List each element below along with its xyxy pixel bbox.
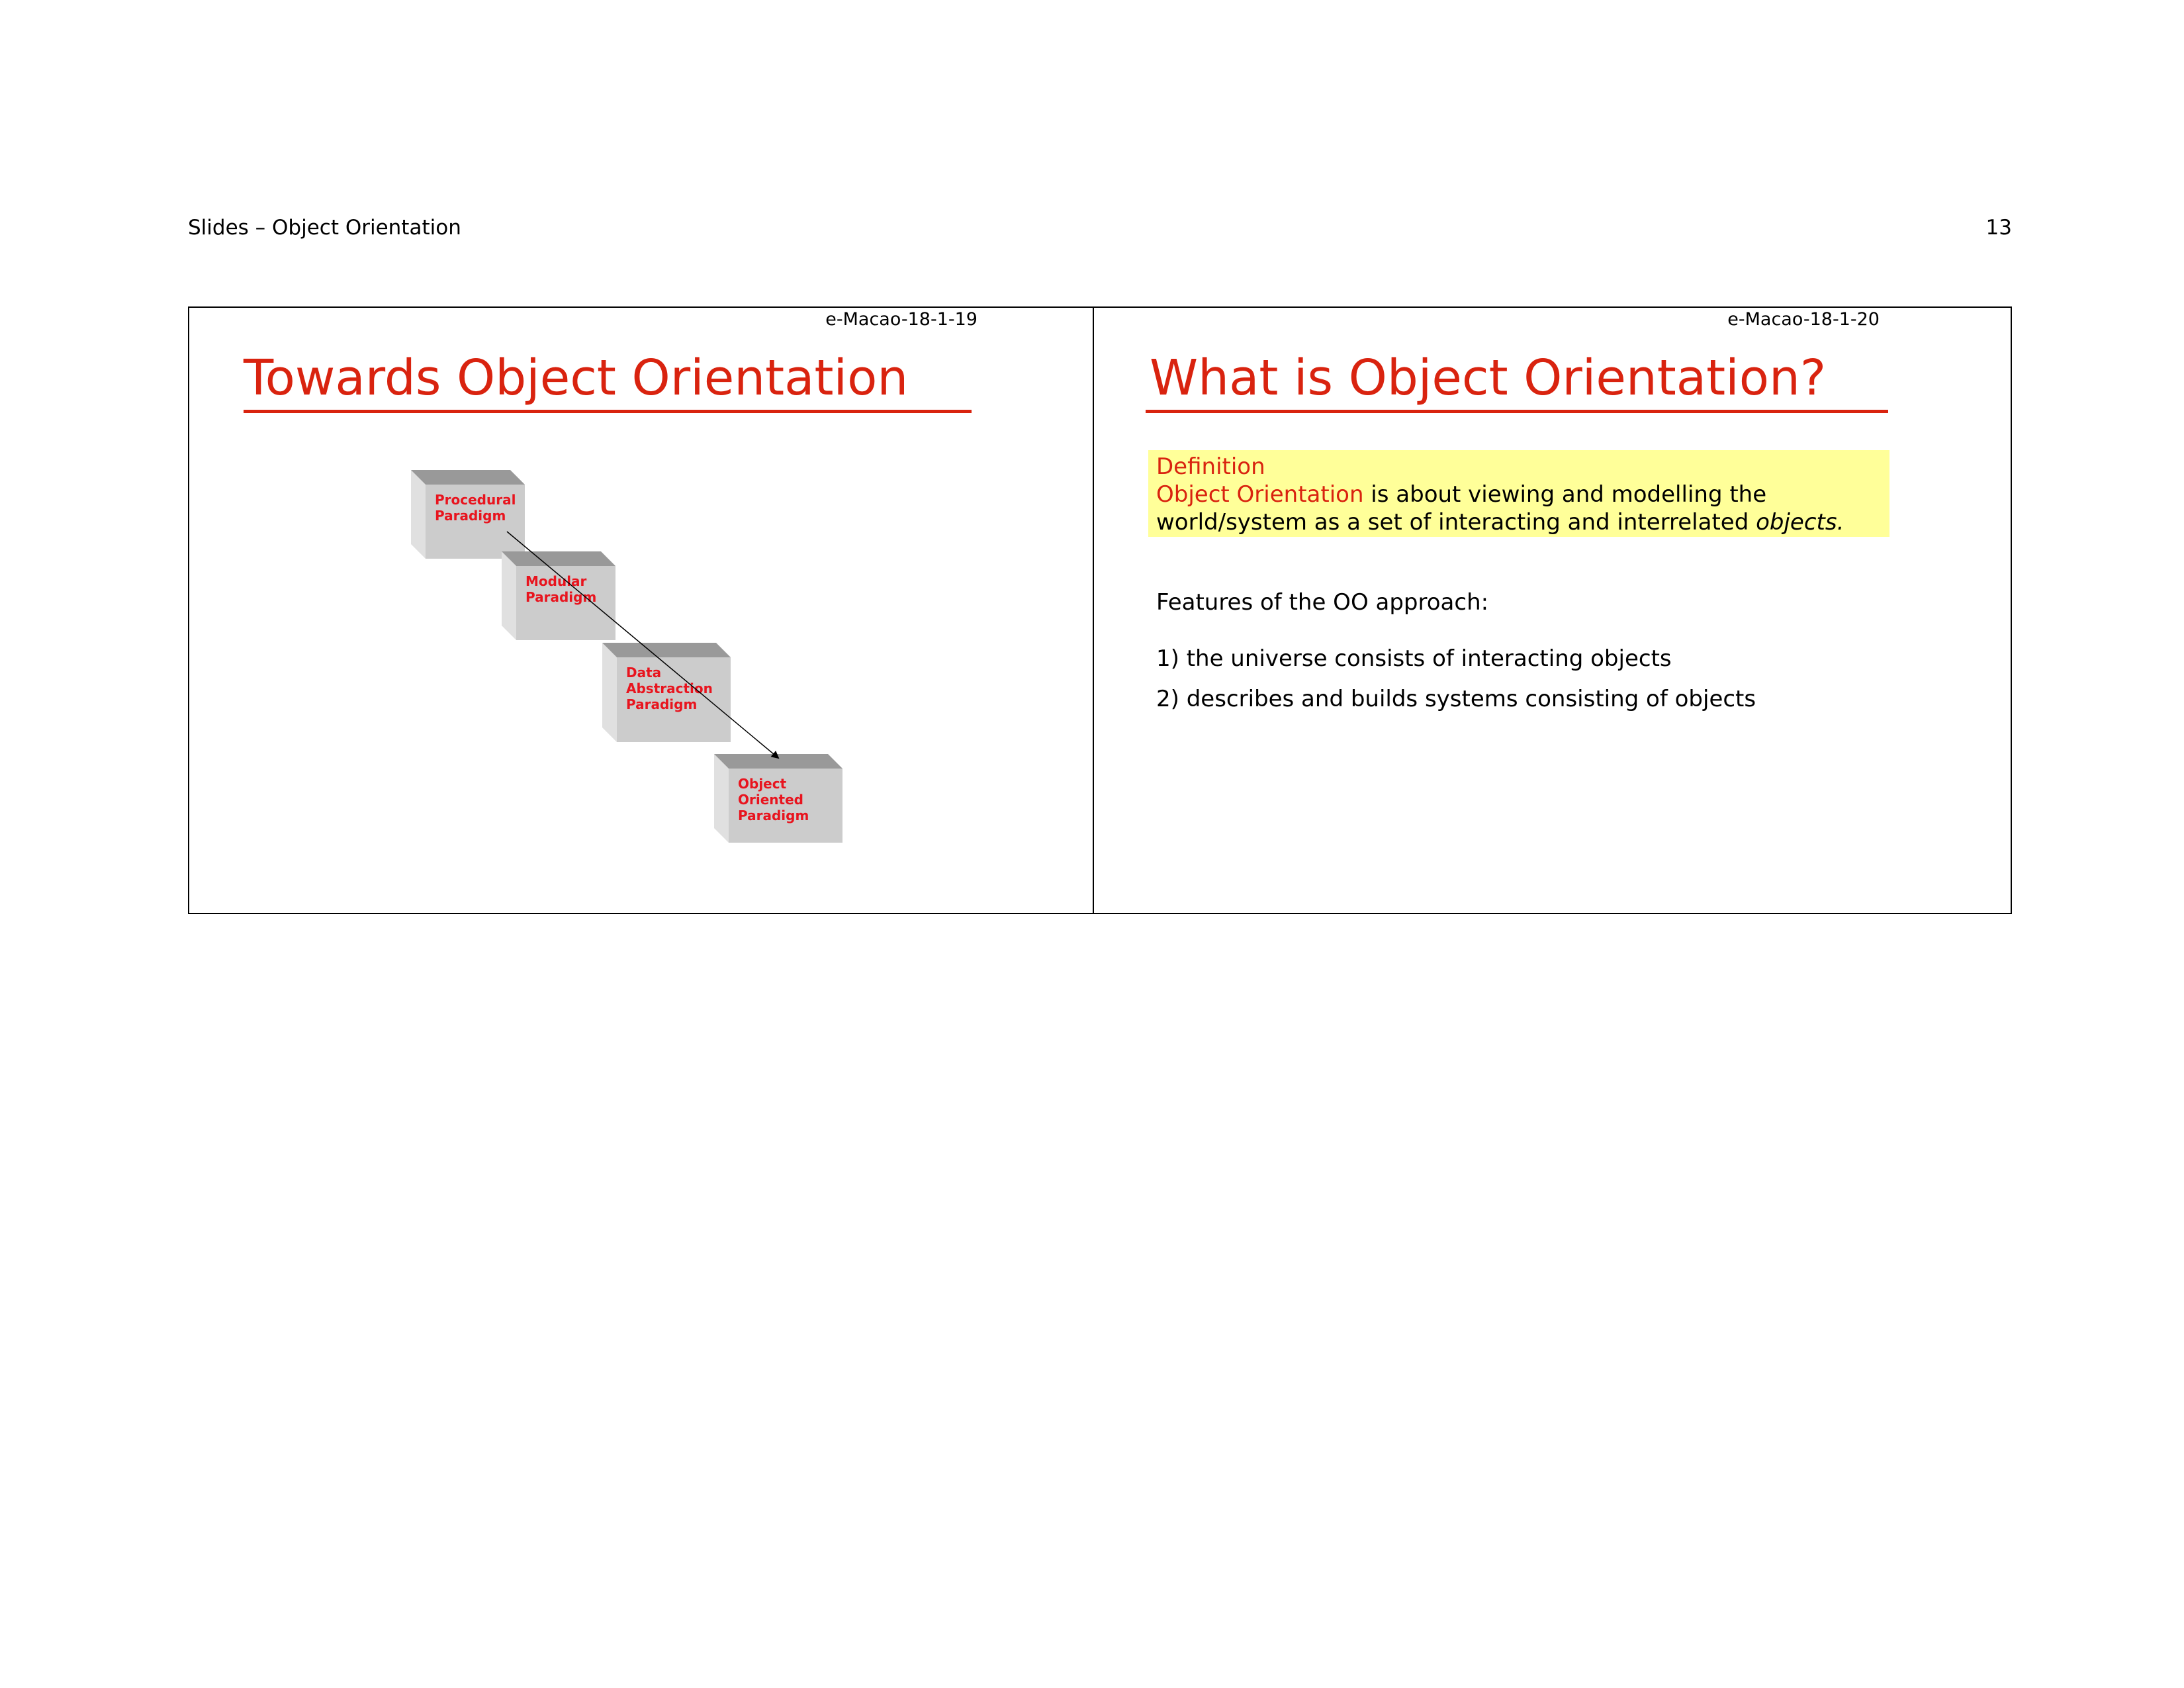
paradigm-label: Paradigm	[738, 808, 809, 823]
paradigm-box-side	[714, 754, 729, 843]
slide-title: What is Object Orientation?	[1150, 350, 1827, 406]
paradigm-box-top	[411, 470, 525, 485]
slide-left	[189, 308, 1093, 913]
paradigm-label: Paradigm	[435, 508, 506, 524]
slide-id: e-Macao-18-1-20	[1727, 309, 1880, 330]
definition-line-1	[1156, 481, 1882, 508]
paradigm-box	[714, 754, 842, 843]
feature-item: 1) the universe consists of interacting objects	[1156, 645, 1672, 672]
definition-box	[1148, 450, 1889, 537]
paradigm-box-top	[602, 643, 731, 657]
slide-id: e-Macao-18-1-19	[825, 309, 978, 330]
definition-text-2: world/system as a set of interacting and interrelated	[1156, 509, 1756, 536]
paradigm-box-top	[502, 551, 615, 566]
paradigm-diagram	[189, 308, 1093, 915]
paradigm-label: Procedural	[435, 492, 516, 508]
definition-italic: objects.	[1756, 509, 1844, 536]
page-header-title: Slides – Object Orientation	[188, 216, 461, 240]
paradigm-box-side	[602, 643, 617, 742]
paradigm-label: Paradigm	[626, 696, 698, 712]
title-underline	[1146, 410, 1888, 413]
paradigm-label: Paradigm	[525, 589, 597, 605]
definition-term: Object Orientation	[1156, 481, 1364, 508]
paradigm-box	[411, 470, 525, 559]
paradigm-label: Oriented	[738, 792, 803, 808]
slides-frame	[188, 306, 2012, 914]
paradigm-box	[602, 643, 731, 742]
definition-heading: Definition	[1156, 453, 1265, 480]
paradigm-box-top	[714, 754, 842, 769]
definition-text-1: is about viewing and modelling the	[1363, 481, 1767, 508]
features-heading: Features of the OO approach:	[1156, 589, 1489, 616]
slide-right	[1094, 308, 2012, 913]
feature-item: 2) describes and builds systems consisting of objects	[1156, 686, 1756, 712]
paradigm-box-side	[502, 551, 516, 640]
slide-title: Towards Object Orientation	[244, 350, 909, 406]
paradigm-label: Modular	[525, 573, 587, 589]
paradigm-label: Object	[738, 776, 787, 792]
page-number: 13	[1985, 216, 2012, 240]
paradigm-box	[502, 551, 615, 640]
paradigm-label: Abstraction	[626, 680, 713, 696]
paradigm-box-side	[411, 470, 426, 559]
definition-line-2	[1156, 508, 1882, 536]
paradigm-label: Data	[626, 665, 662, 680]
